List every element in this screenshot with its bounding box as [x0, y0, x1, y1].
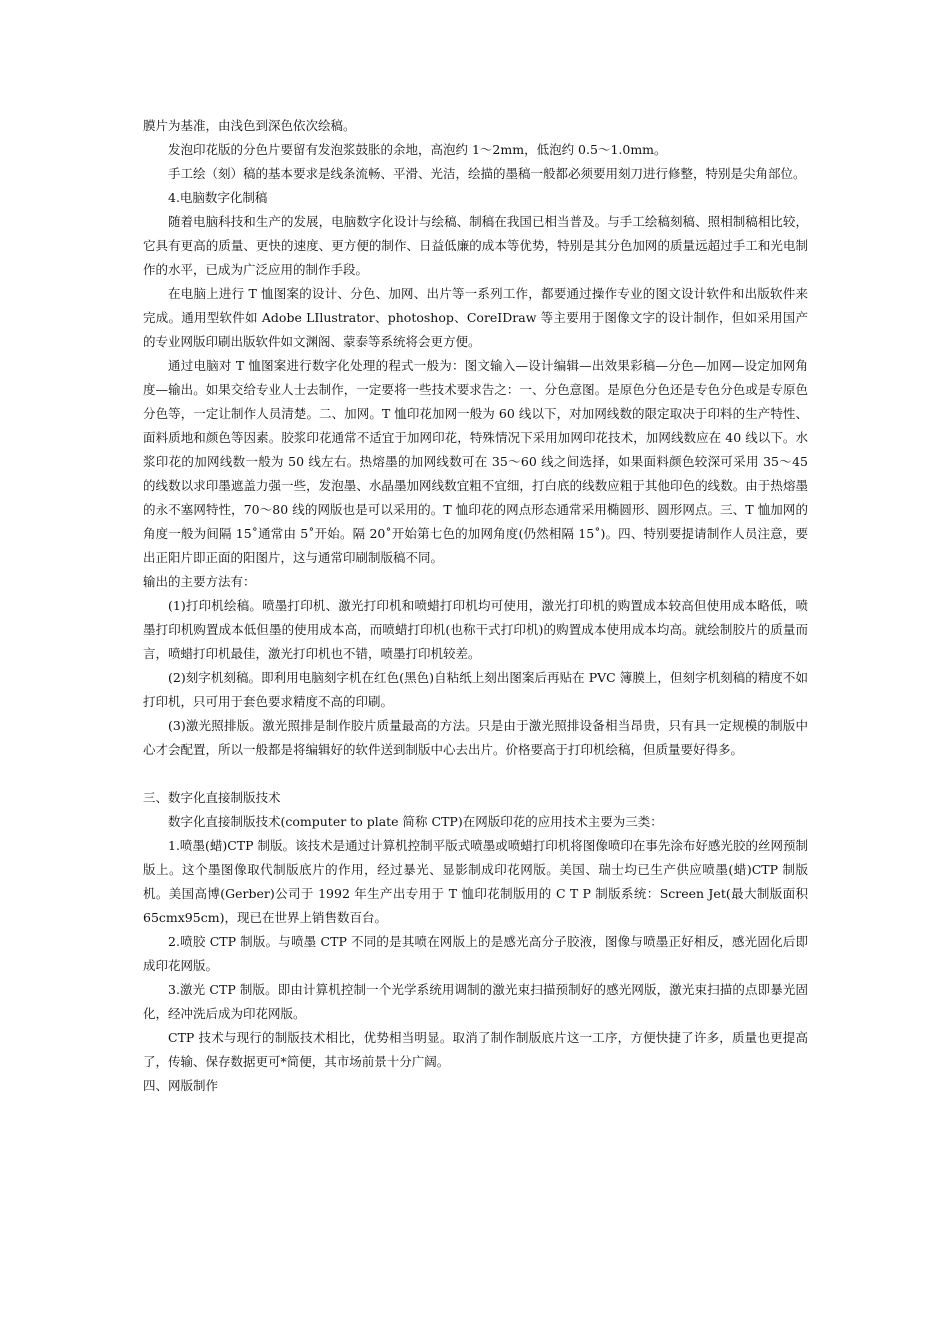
paragraph-foam-print: 发泡印花版的分色片要留有发泡浆鼓胀的余地，高泡约 1～2mm，低泡约 0.5～1.0mm。 [168, 142, 667, 157]
paragraph-printer-output: (1)打印机绘稿。喷墨打印机、激光打印机和喷蜡打印机均可使用，激光打印机的购置成本较高但使用成本略低，喷墨打印机购置成本低但墨的使用成本高，而喷蜡打印机(也称干式打印机)的购置成本使用成本均高。就绘制胶片的质量而言，喷蜡打印机最佳，激光打印机也不错，喷墨打印机较差。 [143, 598, 808, 661]
paragraph-ctp-laser: 3.激光 CTP 制版。即由计算机控制一个光学系统用调制的激光束扫描预制好的感光网版，激光束扫描的点即暴光固化，经冲洗后成为印花网版。 [143, 982, 808, 1021]
paragraph-cutter-output: (2)刻字机刻稿。即利用电脑刻字机在红色(黑色)自粘纸上刻出图案后再贴在 PVC 簿膜上，但刻字机刻稿的精度不如打印机，只可用于套色要求精度不高的印刷。 [143, 670, 808, 709]
section-heading-screen-making: 四、网版制作 [143, 1078, 219, 1093]
paragraph-ctp-advantages: CTP 技术与现行的制版技术相比，优势相当明显。取消了制作制版底片这一工序，方便快捷了许多，质量也更提高了，传输、保存数据更可*简便，其市场前景十分广阔。 [143, 1030, 808, 1069]
paragraph-software: 在电脑上进行 T 恤图案的设计、分色、加网、出片等一系列工作，都要通过操作专业的图文设计软件和出版软件来完成。通用型软件如 Adobe LIlustrator、photoshop、CoreIDraw 等主要用于图像文字的设计制作，但如采用国产的专业网版印刷出版软件如文渊阁、蒙泰等系统将会更方便。 [143, 286, 808, 349]
document-page [143, 114, 808, 1098]
blank-line [143, 762, 808, 786]
paragraph-ctp-inkjet: 1.喷墨(蜡)CTP 制版。该技术是通过计算机控制平版式喷墨或喷蜡打印机将图像喷印在事先涂布好感光胶的丝网预制版上。这个墨图像取代制版底片的作用，经过暴光、显影制成印花网版。美国、瑞士均已生产供应喷墨(蜡)CTP 制版机。美国高博(Gerber)公司于 1992 年生产出专用于 T 恤印花制版用的 C T P 制版系统：Screen Jet(最大制版面积 65cmx95cm)，现已在世界上销售数百台。 [143, 838, 808, 925]
paragraph-workflow: 通过电脑对 T 恤图案进行数字化处理的程式一般为：图文输入—设计编辑—出效果彩稿—分色—加网—设定加网角度—输出。如果交给专业人士去制作，一定要将一些技术要求告之：一、分色意图。是原色分色还是专色分色或是专原色分色等，一定让制作人员清楚。二、加网。T 恤印花加网一般为 60 线以下，对加网线数的限定取决于印料的生产特性、面料质地和颜色等因素。胶浆印花通常不适宜于加网印花，特殊情况下采用加网印花技术，加网线数应在 40 线以下。水浆印花的加网线数一般为 50 线左右。热熔墨的加网线数可在 35～60 线之间选择，如果面料颜色较深可采用 35～45 的线数以求印墨遮盖力强一些，发泡墨、水晶墨加网线数宜粗不宜细，打白底的线数应粗于其他印色的线数。由于热熔墨的永不塞网特性，70～80 线的网版也是可以采用的。T 恤印花的网点形态通常采用椭圆形、圆形网点。三、T 恤加网的角度一般为间隔 15˚通常由 5˚开始。隔 20˚开始第七色的加网角度(仍然相隔 15˚)。四、特别要提请制作人员注意，要出正阳片即正面的阳图片，这与通常印刷制版稿不同。 [143, 358, 808, 565]
paragraph-ctp-intro: 数字化直接制版技术(computer to plate 简称 CTP)在网版印花的应用技术主要为三类： [168, 814, 663, 829]
paragraph-digital-intro: 随着电脑科技和生产的发展，电脑数字化设计与绘稿、制稿在我国已相当普及。与手工绘稿刻稿、照相制稿相比较，它具有更高的质量、更快的速度、更方便的制作、日益低廉的成本等优势，特别是其分色加网的质量远超过手工和光电制作的水平，已成为广泛应用的制作手段。 [143, 214, 808, 277]
paragraph-continuation: 膜片为基准，由浅色到深色依次绘稿。 [143, 118, 356, 133]
paragraph-laser-output: (3)激光照排版。激光照排是制作胶片质量最高的方法。只是由于激光照排设备相当昂贵，只有具一定规模的制版中心才会配置，所以一般都是将编辑好的软件送到制版中心去出片。价格要高于打印机绘稿，但质量要好得多。 [143, 718, 808, 757]
paragraph-hand-draw: 手工绘（刻）稿的基本要求是线条流畅、平滑、光洁，绘描的墨稿一般都必须要用刻刀进行修整，特别是尖角部位。 [168, 166, 806, 181]
paragraph-ctp-glue: 2.喷胶 CTP 制版。与喷墨 CTP 不同的是其喷在网版上的是感光高分子胶液，图像与喷墨正好相反，感光固化后即成印花网版。 [143, 934, 808, 973]
label-output-methods: 输出的主要方法有： [143, 574, 256, 589]
subheading-digital-draft: 4.电脑数字化制稿 [168, 190, 268, 205]
section-heading-ctp: 三、数字化直接制版技术 [143, 790, 281, 805]
